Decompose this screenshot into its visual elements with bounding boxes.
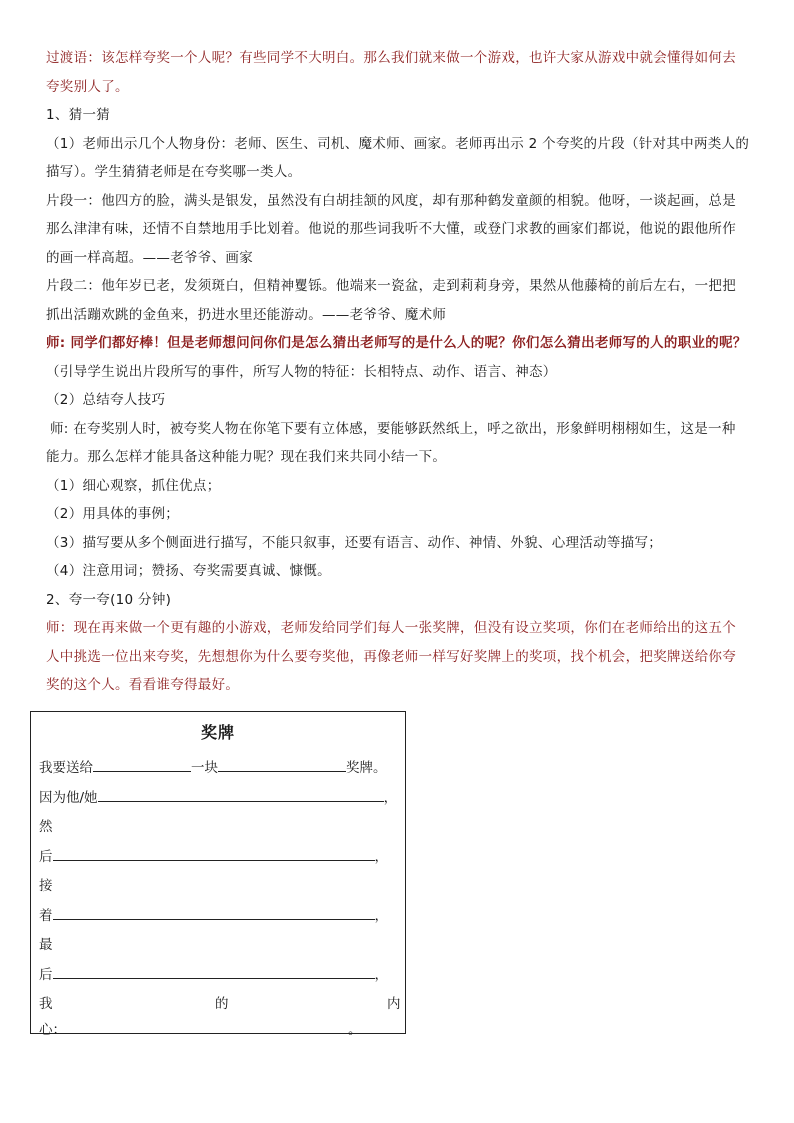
sub1-line-2: 描写）。学生猜猜老师是在夸奖哪一类人。	[46, 164, 302, 180]
award-card: 奖牌 我要送给 一块 奖牌。 因为他/她 ， 然 后 ， 接 着 ， 最 后 ， 我 的 内 心： 。	[30, 711, 406, 1034]
award-line-then: 后 ，	[39, 845, 388, 865]
because-blank[interactable]	[98, 787, 384, 802]
section-2-heading: 2、夸一夸(10 分钟)	[46, 591, 172, 608]
tip-4: （4）注意用词；赞扬、夸奖需要真诚、慷慨。	[46, 563, 331, 579]
teacher2-line-1: 师: 在夸奖别人时，被夸奖人物在你笔下要有立体感，要能够跃然纸上，呼之欲出，形象鲜明栩栩如生，这是一种	[50, 420, 736, 437]
lesson-text	[46, 44, 756, 700]
award-line-heart: 心： 。	[39, 1018, 362, 1038]
award-line-next: 着 ，	[39, 904, 388, 924]
award-line-zui: 最	[39, 937, 53, 953]
teacher3-line-3: 奖的这个人。看看谁夸得最好。	[46, 677, 240, 693]
award-line-jie: 接	[39, 878, 53, 894]
finally-blank[interactable]	[53, 964, 375, 979]
tip-1: （1）细心观察，抓住优点；	[46, 477, 221, 494]
tip-2: （2）用具体的事例；	[46, 506, 180, 522]
sub1-line-1: （1）老师出示几个人物身份：老师、医生、司机、魔术师、画家。老师再出示 2 个夸奖的片段（针对其中两类人的	[46, 135, 750, 152]
then-blank[interactable]	[53, 846, 375, 861]
next-blank[interactable]	[53, 905, 375, 920]
teacher-question: 师: 同学们都好棒！但是老师想问问你们是怎么猜出老师写的是什么人的呢？你们怎么猜出老师写的人的职业的呢？	[46, 335, 747, 351]
teacher3-line-1: 师：现在再来做一个更有趣的小游戏，老师发给同学们每人一张奖牌，但没有设立奖项，你们在老师给出的这五个	[46, 620, 736, 636]
fragment2-line-2: 抓出活蹦欢跳的金鱼来，扔进水里还能游动。——老爷爷、魔术师	[46, 306, 447, 323]
fragment1-line-1: 片段一：他四方的脸，满头是银发，虽然没有白胡挂颔的风度，却有那种鹤发童颜的相貌。他呀，一谈起画，总是	[46, 192, 736, 209]
teacher2-line-2: 能力。那么怎样才能具备这种能力呢？现在我们来共同小结一下。	[46, 449, 447, 465]
award-line-because: 因为他/她 ，	[39, 786, 397, 806]
fragment1-line-2: 那么津津有味，还情不自禁地用手比划着。他说的那些词我听不大懂，或登门求教的画家们都说，他说的跟他所作	[46, 221, 736, 237]
section-1-heading: 1、猜一猜	[46, 107, 111, 123]
sub2-heading: （2）总结夸人技巧	[46, 392, 166, 408]
transition-line-2: 夸奖别人了。	[46, 78, 129, 95]
guide-note: （引导学生说出片段所写的事件，所写人物的特征：长相特点、动作、语言、神态）	[46, 363, 557, 380]
teacher3-line-2: 人中挑选一位出来夸奖，先想想你为什么要夸奖他，再像老师一样写好奖牌上的奖项，找个机会，把奖牌送给你夸	[46, 648, 736, 665]
tip-3: （3）描写要从多个侧面进行描写，不能只叙事，还要有语言、动作、神情、外貌、心理活动等描写；	[46, 534, 663, 551]
fragment2-line-1: 片段二：他年岁已老，发须斑白，但精神矍铄。他端来一瓷盆，走到莉莉身旁，果然从他藤椅的前后左右，一把把	[46, 278, 736, 294]
award-title: 奖牌	[200, 723, 235, 742]
award-line-ran: 然	[39, 819, 53, 835]
fragment1-line-3: 的画一样高超。——老爷爷、画家	[46, 249, 253, 266]
recipient-blank[interactable]	[93, 757, 191, 772]
award-name-blank[interactable]	[218, 757, 346, 772]
award-line-finally: 后 ，	[39, 963, 388, 983]
award-line-recipient: 我要送给 一块 奖牌。	[39, 756, 387, 776]
heart-blank[interactable]	[66, 1019, 348, 1034]
transition-line-1: 过渡语：该怎样夸奖一个人呢？有些同学不大明白。那么我们就来做一个游戏，也许大家从游戏中就会懂得如何去	[46, 50, 736, 66]
